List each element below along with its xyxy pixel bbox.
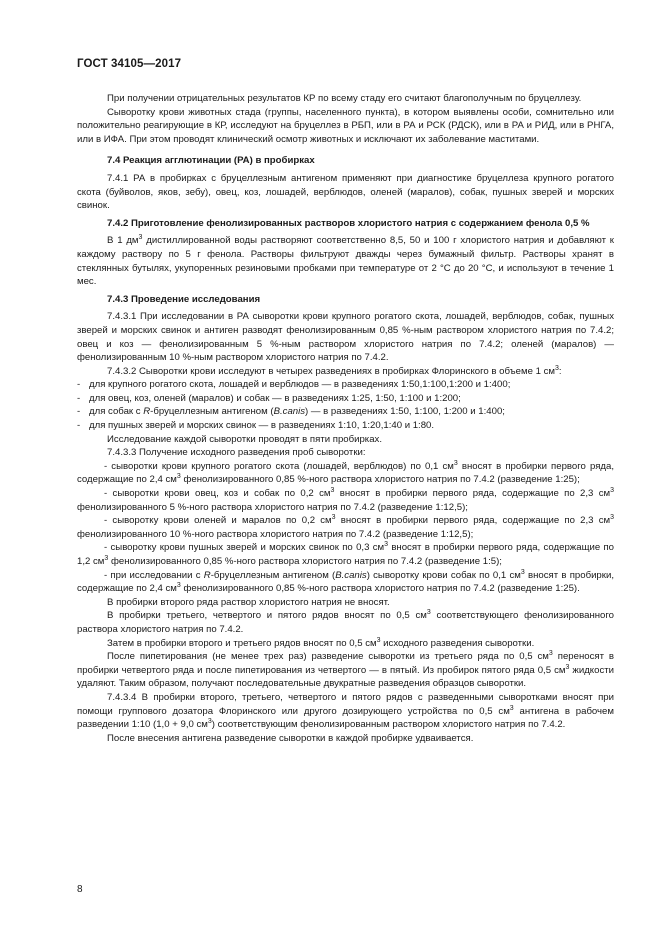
list-item: - для крупного рогатого скота, лошадей и верблюдов — в разведениях 1:50,1:100,1:200 и 1:400;	[77, 378, 614, 392]
paragraph: В 1 $дм^3$ дистиллированной воды растворяют соответственно 8,5, 50 и 100 г хлористого натрия и добавляют к каждому раствору по 5 г фенола. Растворы фильтруют дважды через бумажный фильтр. Растворы хранят в стеклянных бутылях, укупоренных резиновыми пробками при температуре от 2 °С до 20 °С, и используют в течение 1 мес.	[77, 234, 614, 288]
paragraph: В пробирки второго ряда раствор хлористого натрия не вносят.	[107, 596, 390, 608]
paragraph: Исследование каждой сыворотки проводят в пяти пробирках.	[107, 433, 383, 445]
paragraph: - сыворотки крови крупного рогатого скота (лошадей, верблюдов) по 0,1 $см^3$ вносят в пробирки первого ряда, содержащие по 2,4 $см^3$ фенолизированного 0,85 %-ного раствора хлористого натрия по 7.4.2 (разведение 1:25);	[77, 459, 614, 486]
paragraph: Сыворотку крови животных стада (группы, населенного пункта), в котором выявлены особи, сомнительно или положительно реагирующие в КР, исследуют на бруцеллез в РБП, или в РА и РСК (РДСК), или в РА и РИД, или в РНГА, или в ИФА. При этом проводят клинический осмотр животных и исключают их заболевание маститами.	[77, 106, 614, 145]
document-body	[77, 92, 614, 745]
paragraph: После пипетирования (не менее трех раз) разведение сыворотки из третьего ряда по 0,5 $см^3$ переносят в пробирки четвертого ряда и после пипетирования из четвертого — в пятый. Из пробирок пятого ряда 0,5 $см^3$ жидкости удаляют. Таким образом, получают последовательные двукратные разведения образцов сыворотки.	[77, 649, 614, 690]
paragraph: 7.4.3.1 При исследовании в РА сыворотки крови крупного рогатого скота, лошадей, верблюдов, собак, пушных зверей и морских свинок и антиген разводят фенолизированным 0,85 %-ным раствором хлористого натрия по 7.4.2; овец и коз — фенолизированным 5 %-ным раствором хлористого натрия по 7.4.2; оленей (маралов) — фенолизированным 10 %-ным раствором хлористого натрия по 7.4.2.	[77, 311, 614, 364]
paragraph: 7.4.3.2 Сыворотки крови исследуют в четырех разведениях в пробирках Флоринского в объеме 1 $см^3$:	[107, 364, 562, 377]
paragraph: - при исследовании с R-бруцеллезным антигеном (B.canis) сыворотку крови собак по 0,1 $см^3$ вносят в пробирки, содержащие по 2,4 $см^3$ фенолизированного 0,85 %-ного раствора хлористого натрия по 7.4.2 (разведение 1:25).	[77, 568, 614, 595]
section-heading: 7.4.2 Приготовление фенолизированных растворов хлористого натрия с содержанием фенола 0,5 %	[107, 217, 590, 229]
list-item: - для собак с R-бруцеллезным антигеном (B.canis) — в разведениях 1:50, 1:100, 1:200 и 1:400;	[77, 405, 614, 419]
list-item: - для пушных зверей и морских свинок — в разведениях 1:10, 1:20,1:40 и 1:80.	[77, 419, 614, 433]
list-item: - для овец, коз, оленей (маралов) и собак — в разведениях 1:25, 1:50, 1:100 и 1:200;	[77, 392, 614, 406]
section-heading: 7.4 Реакция агглютинации (РА) в пробирках	[107, 155, 315, 167]
section-heading: 7.4.3 Проведение исследования	[107, 293, 261, 305]
paragraph: - сыворотку крови пушных зверей и морских свинок по 0,3 $см^3$ вносят в пробирки первого ряда, содержащие по 1,2 $см^3$ фенолизированного 0,85 %-ного раствора хлористого натрия по 7.4.2 (разведение 1:5);	[77, 541, 614, 567]
paragraph: - сыворотку крови оленей и маралов по 0,2 $см^3$ вносят в пробирки первого ряда, содержащие по 2,3 $см^3$ фенолизированного 10 %-ного раствора хлористого натрия по 7.4.2 (разведение 1:12,5);	[77, 514, 614, 540]
paragraph: При получении отрицательных результатов КР по всему стаду его считают благополучным по бруцеллезу.	[107, 93, 582, 104]
paragraph: 7.4.3.4 В пробирки второго, третьего, четвертого и пятого рядов с разведенными сыворотками вносят при помощи группового дозатора Флоринского или другого дозирующего устройства по 0,5 $см^3$ антигена в рабочем разведении 1:10 (1,0 + 9,0 $см^3$) соответствующим фенолизированным раствором хлористого натрия по 7.4.2.	[77, 691, 614, 731]
paragraph: После внесения антигена разведение сыворотки в каждой пробирке удваивается.	[107, 732, 474, 744]
document-header: ГОСТ 34105—2017	[77, 58, 182, 70]
paragraph: - сыворотки крови овец, коз и собак по 0,2 $см^3$ вносят в пробирки первого ряда, содержащие по 2,3 $см^3$ фенолизированного 5 %-ного раствора хлористого натрия по 7.4.2 (разведение 1:12,5);	[77, 486, 614, 513]
page-number: 8	[77, 884, 83, 895]
paragraph: 7.4.3.3 Получение исходного разведения проб сыворотки:	[107, 447, 366, 459]
paragraph: 7.4.1 РА в пробирках с бруцеллезным антигеном применяют при диагностике бруцеллеза крупного рогатого скота (буйволов, яков, зебу), овец, коз, лошадей, верблюдов, оленей (маралов), собак, пушных зверей и морских свинок.	[77, 172, 614, 212]
paragraph: Затем в пробирки второго и третьего рядов вносят по 0,5 $см^3$ исходного разведения сыворотки.	[107, 636, 535, 649]
paragraph: В пробирки третьего, четвертого и пятого рядов вносят по 0,5 $см^3$ соответствующего фенолизированного раствора хлористого натрия по 7.4.2.	[77, 609, 614, 635]
